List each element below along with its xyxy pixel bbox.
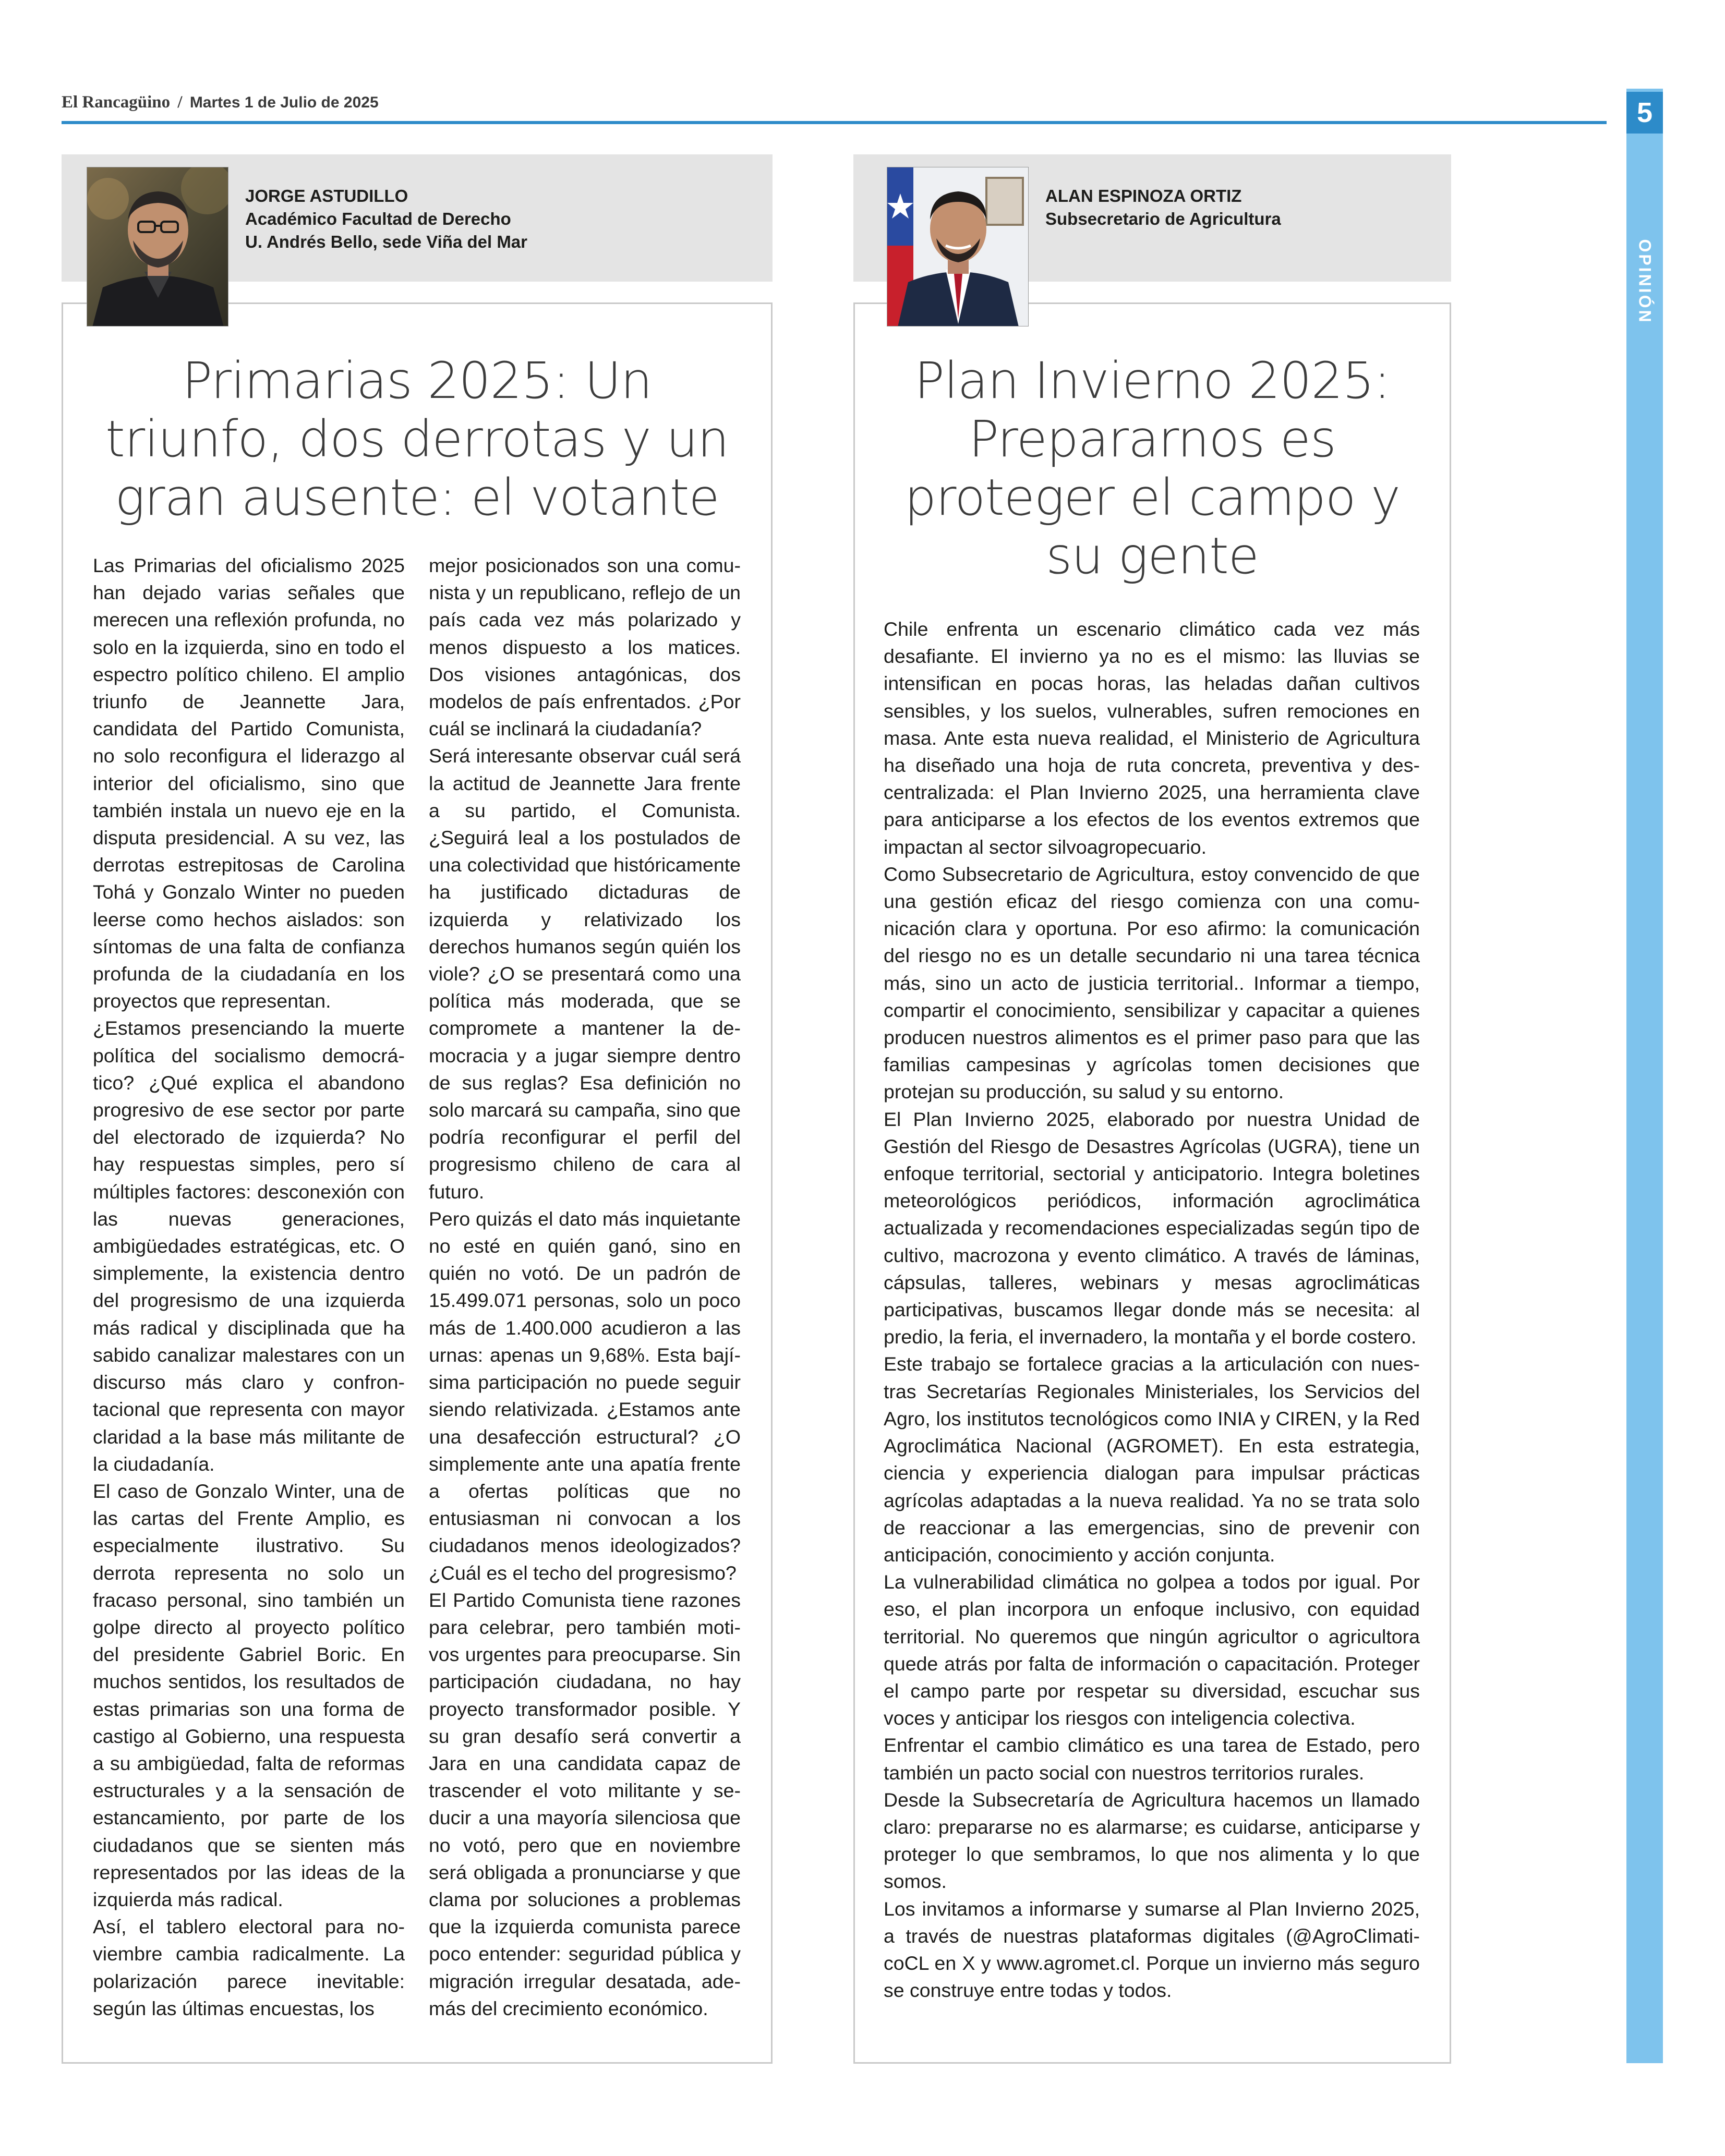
right-author-role: Subsecretario de Agricultura xyxy=(1045,209,1281,228)
left-article-column-2 xyxy=(429,552,741,2022)
left-author-name: JORGE ASTUDILLO xyxy=(245,186,408,205)
masthead-separator: / xyxy=(177,93,183,112)
section-label: OPINIÓN xyxy=(1635,239,1655,324)
author-portrait-icon xyxy=(887,167,1029,326)
left-article-column-1 xyxy=(93,552,405,2022)
paragraph: Los invitamos a informarse y sumarse al Plan Invierno 2025, a través de nuestras plataformas digitales (@AgroClimaticoCL en X y www.agromet.cl. Porque un invierno más seguro se construye entre todas y todos. xyxy=(884,1897,1420,2002)
paragraph: Este trabajo se fortalece gracias a la articulación con nuestras Secretarías Regionales Ministeriales, los Servicios del Agro, los institutos tecnológicos como INIA y CIREN, y la Red Agroclimática Nacional (AGROMET). En esta estrategia, ciencia y experiencia dialogan para impulsar prácticas agrícolas adaptadas a la nueva realidad. Ya no se trata solo de reaccionar a las emergencias, sino de prevenir con anticipación, conocimiento y acción conjunta. xyxy=(884,1353,1420,1566)
right-author-credit xyxy=(1045,185,1431,231)
left-author-credit xyxy=(245,185,756,253)
masthead xyxy=(62,93,379,119)
author-portrait-icon xyxy=(87,167,228,326)
paragraph: Enfrentar el cambio climático es una tarea de Estado, pero también un pacto social con nuestros territorios rurales. xyxy=(884,1734,1420,1784)
newspaper-name: El Rancagüino xyxy=(62,93,171,112)
left-article-headline: Primarias 2025: Un triunfo, dos derrotas y un gran ausente: el votante xyxy=(105,352,729,527)
paragraph: Como Subsecretario de Agricultura, estoy convencido de que una gestión eficaz del riesgo comienza con una comunicación clara y oportuna. Por eso afirmo: la comunicación del riesgo no es un detalle secundario ni una tarea técnica más, sino un acto de justicia territorial.. Informar a tiempo, compartir el conocimiento, sensibilizar y capacitar a quienes producen nuestros alimentos es el primer paso para que las familias campesinas y agrícolas tomen decisiones que protejan su producción, su salud y su entorno. xyxy=(884,863,1420,1103)
right-article-body xyxy=(884,615,1420,2004)
left-author-affiliation: U. Andrés Bello, sede Viña del Mar xyxy=(245,232,528,251)
page-number: 5 xyxy=(1626,92,1663,134)
paragraph: El caso de Gonzalo Winter, una de las cartas del Frente Amplio, es especialmente ilustrativo. Su derrota representa no solo un fracaso personal, sino también un golpe directo al proyecto político del presidente Gabriel Boric. En muchos sentidos, los resultados de estas primarias son una forma de castigo al Gobierno, una respuesta a su ambigüedad, falta de reformas estructurales y a la sensación de estancamiento, por parte de los ciudadanos que se sienten más representados por las ideas de la izquierda más radical. xyxy=(93,1480,405,1910)
paragraph: Chile enfrenta un escenario climático cada vez más desafiante. El invierno ya no es el mismo: las lluvias se intensifican en pocas horas, las heladas dañan cultivos sensibles, y los suelos, vulnerables, sufren remociones en masa. Ante esta nueva realidad, el Ministerio de Agricultura ha diseñado una hoja de ruta concreta, preventiva y descentralizada: el Plan Invierno 2025, una herramienta clave para anticiparse a los efectos de los eventos extremos que impactan al sector silvoagropecuario. xyxy=(884,618,1420,858)
paragraph: ¿Estamos presenciando la muerte política del socialismo democrático? ¿Qué explica el abandono progresivo de ese sector por parte del electorado de izquierda? No hay respuestas simples, pero sí múltiples factores: desconexión con las nuevas generaciones, ambigüedades estratégicas, etc. O simplemente, la existencia dentro del progresismo de una izquierda más radical y disciplinada que ha sabido canalizar malestares con un discurso más claro y confrontacional que representa con mayor claridad a la base más militante de la ciudadanía. xyxy=(93,1017,405,1475)
paragraph: El Plan Invierno 2025, elaborado por nuestra Unidad de Gestión del Riesgo de Desastres Agrícolas (UGRA), tiene un enfoque territorial, sectorial y anticipatorio. Integra boletines meteorológicos periódicos, información agroclimática actualizada y recomendaciones especializadas según tipo de cultivo, macrozona y evento climático. A través de láminas, cápsulas, talleres, webinars y mesas agroclimáticas participativas, buscamos llegar donde más se necesita: al predio, la feria, el invernadero, la montaña y el borde costero. xyxy=(884,1108,1420,1348)
right-author-photo xyxy=(887,167,1029,326)
left-author-photo xyxy=(87,167,228,326)
right-author-name: ALAN ESPINOZA ORTIZ xyxy=(1045,186,1242,205)
header-rule xyxy=(62,121,1607,124)
section-sidebar xyxy=(1626,89,1663,2063)
publication-date: Martes 1 de Julio de 2025 xyxy=(189,94,379,111)
left-author-role: Académico Facultad de Derecho xyxy=(245,209,511,228)
paragraph: Desde la Subsecretaría de Agricultura hacemos un llamado claro: prepararse no es alarmarse; es cuidarse, anticiparse y proteger lo que sembramos, lo que nos alimenta y lo que somos. xyxy=(884,1788,1420,1893)
paragraph: Las Primarias del oficialismo 2025 han dejado varias señales que merecen una reflexión profunda, no solo en la izquierda, sino en todo el espectro político chileno. El amplio triunfo de Jeannette Jara, candidata del Partido Comunista, no solo reconfigura el liderazgo al interior del oficialismo, sino que también instala un nuevo eje en la disputa presidencial. A su vez, las derrotas estrepitosas de Carolina Tohá y Gonzalo Winter no pueden leerse como hechos aislados: son síntomas de una falta de confianza profunda de la ciudadanía en los proyectos que representan. xyxy=(93,554,405,1012)
paragraph: El Partido Comunista tiene razones para celebrar, pero también motivos urgentes para preocuparse. Sin participación ciudadana, no hay proyecto transformador posible. Y su gran desafío será convertir a Jara en una candidata capaz de trascender el voto militante y seducir a una mayoría silenciosa que no votó, pero que en noviembre será obligada a pronunciarse y que clama por soluciones a problemas que la izquierda comunista parece poco entender: seguridad pública y migración irregular desatada, además del crecimiento económico. xyxy=(429,1589,741,2019)
paragraph: Así, el tablero electoral para noviembre cambia radicalmente. La polarización parece inevitable: según las últimas encuestas, los xyxy=(93,1916,405,2019)
paragraph: La vulnerabilidad climática no golpea a todos por igual. Por eso, el plan incorpora un enfoque inclusivo, con equidad territorial. No queremos que ningún agricultor o agricultora quede atrás por falta de información o capacitación. Proteger el campo parte por respetar su diversidad, escuchar sus voces y anticipar los riesgos con inteligencia colectiva. xyxy=(884,1571,1420,1729)
paragraph: mejor posicionados son una comunista y un republicano, reflejo de un país cada vez más polarizado y menos dispuesto a los matices. Dos visiones antagónicas, dos modelos de país enfrentados. ¿Por cuál se inclinará la ciudadanía? xyxy=(429,554,741,740)
paragraph: Será interesante observar cuál será la actitud de Jeannette Jara frente a su partido, el Comunista. ¿Seguirá leal a los postulados de una colectividad que históricamente ha justificado dictaduras de izquierda y relativizado los derechos humanos según quién los viole? ¿O se presentará como una política más moderada, que se compromete a mantener la democracia y a jugar siempre dentro de sus reglas? Esa definición no solo marcará su campaña, sino que podría reconfigurar el perfil del progresismo chileno de cara al futuro. xyxy=(429,745,741,1203)
right-article-headline: Plan Invierno 2025: Prepararnos es proteger el campo y su gente xyxy=(904,352,1400,585)
paragraph: Pero quizás el dato más inquietante no esté en quién ganó, sino en quién no votó. De un padrón de 15.499.071 personas, solo un poco más de 1.400.000 acudieron a las urnas: apenas un 9,68%. Esta bajísima participación no puede seguir siendo relativizada. ¿Estamos ante una desafección estructural? ¿O simplemente ante una apatía frente a ofertas políticas que no entusiasman ni convocan a los ciudadanos menos ideologizados? ¿Cuál es el techo del progresismo? xyxy=(429,1207,741,1584)
